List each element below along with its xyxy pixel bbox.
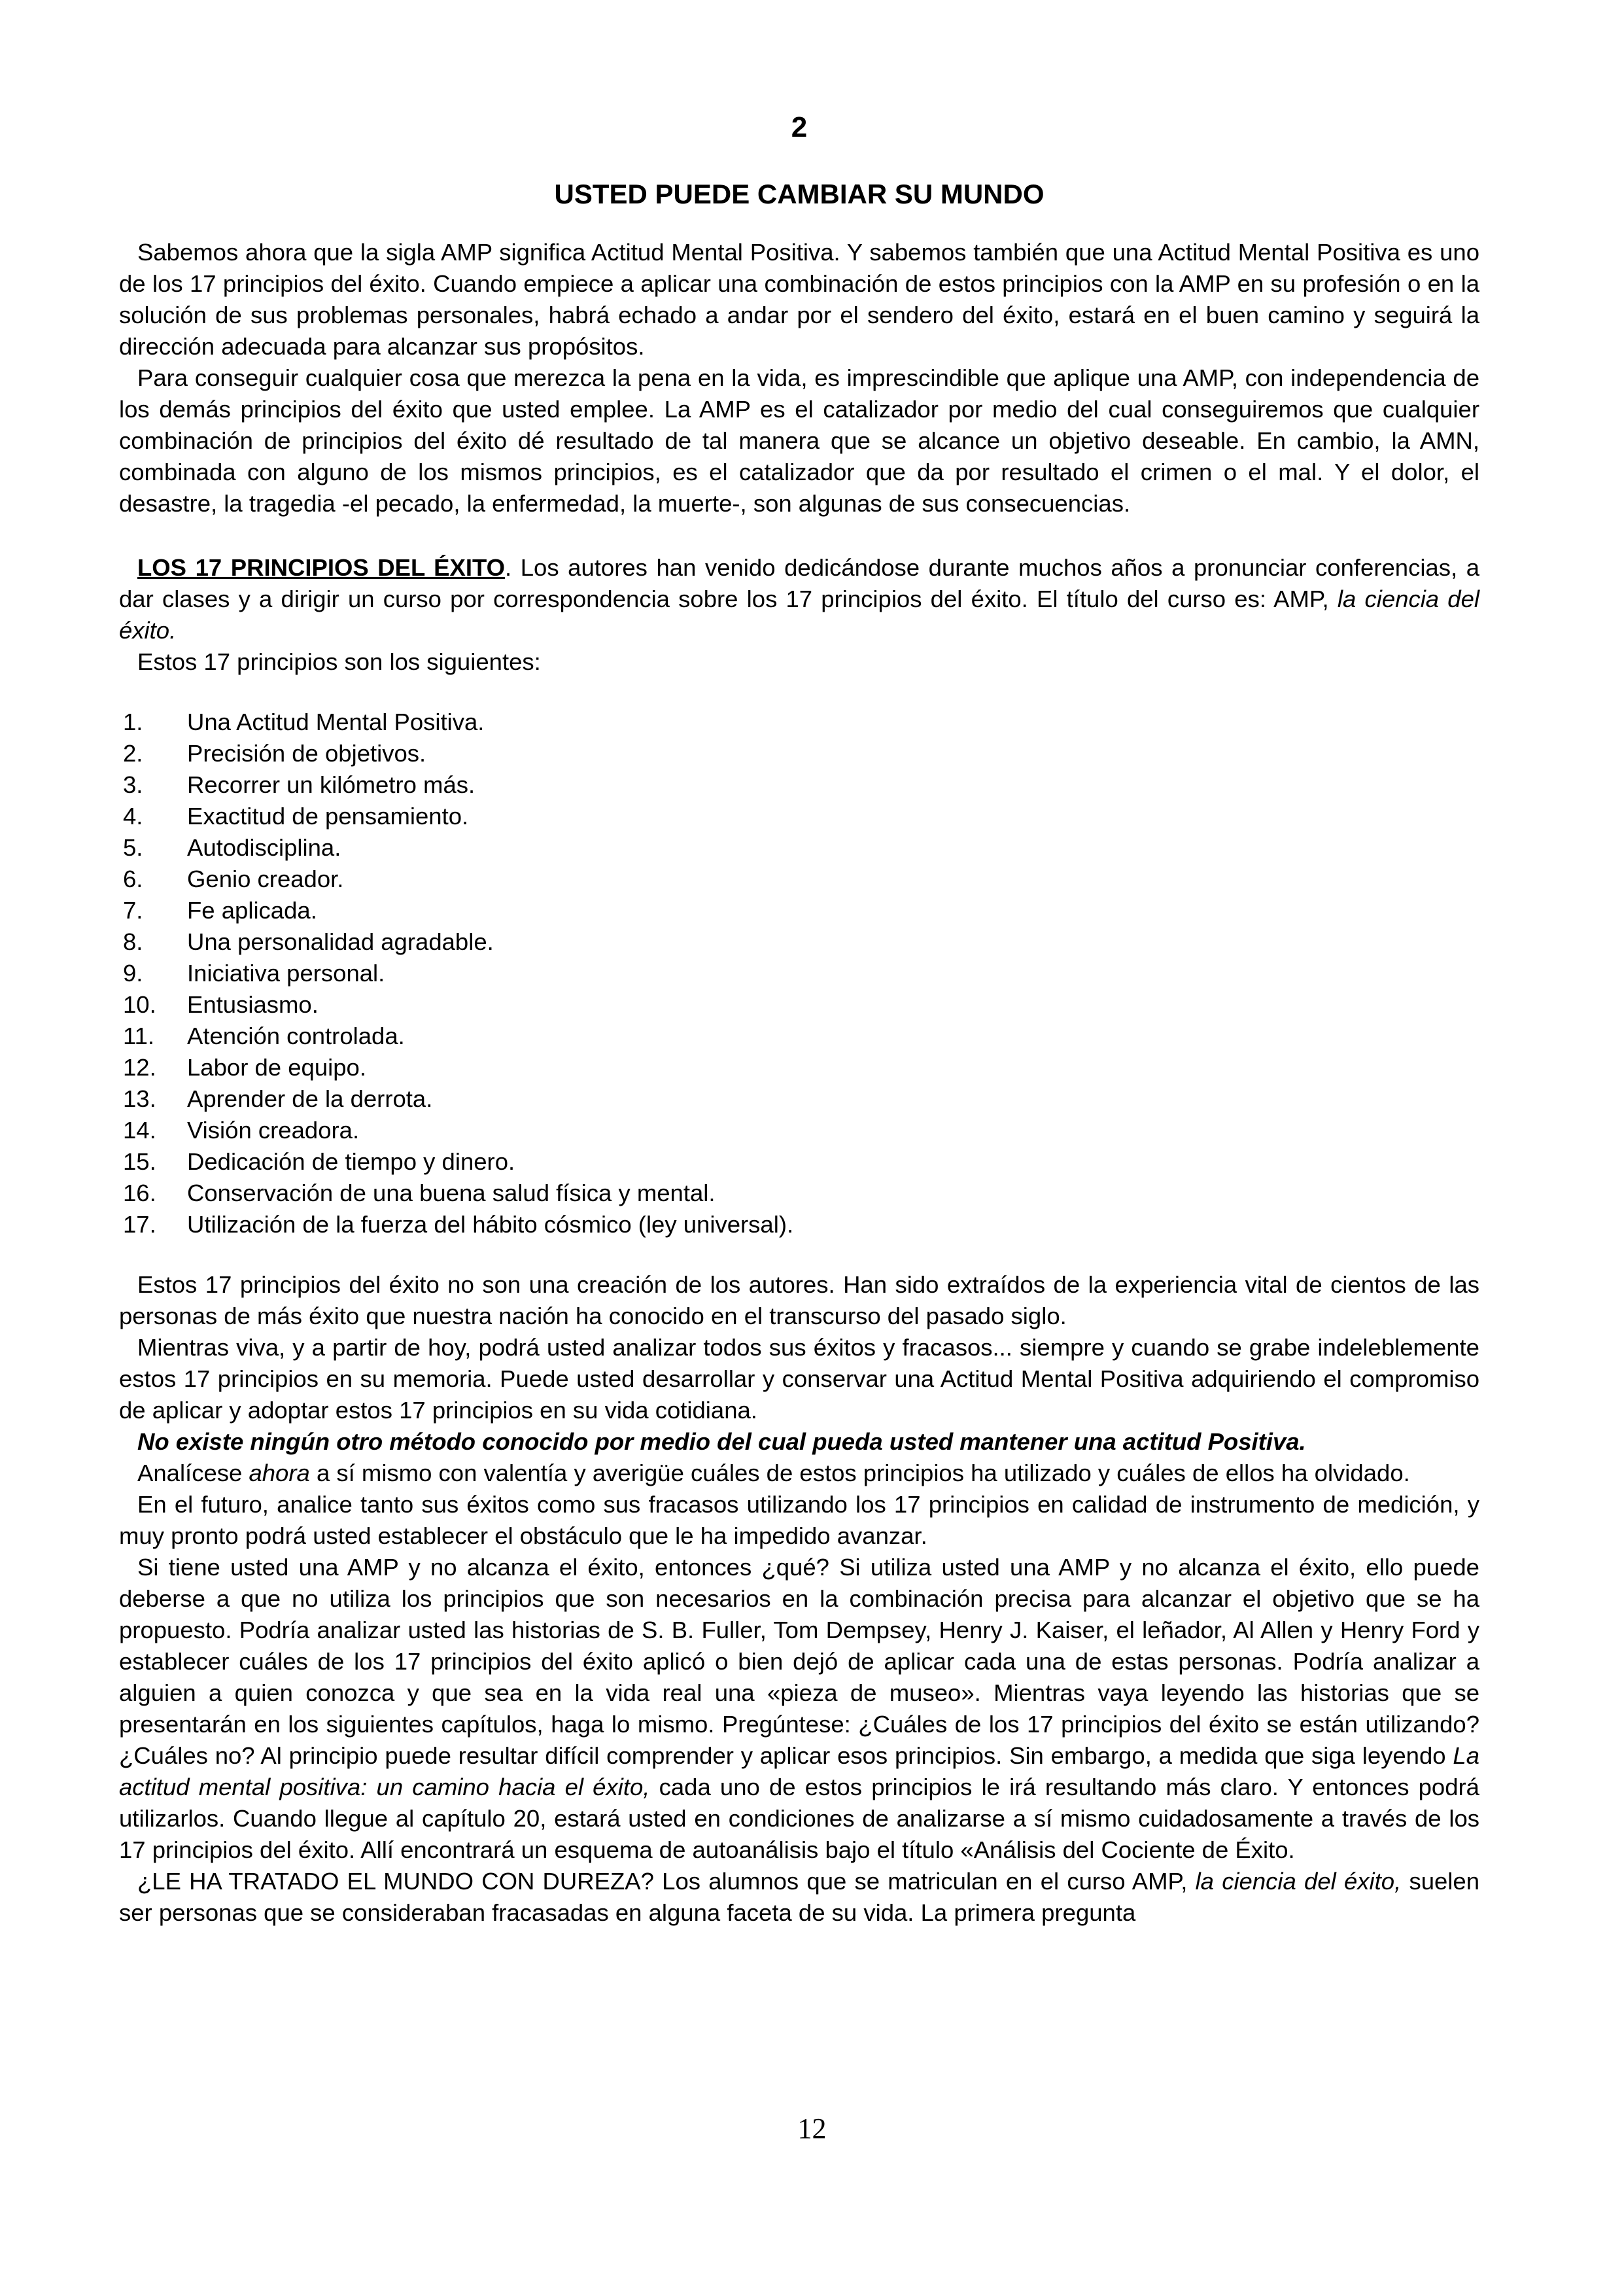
list-item-text: Iniciativa personal. bbox=[187, 960, 385, 987]
paragraph-intro: Sabemos ahora que la sigla AMP significa Actitud Mental Positiva. Y sabemos también que una Actitud Mental Positiva es uno de los 17 principios del éxito. Cuando empiece a aplicar una combinación de estos principios con la AMP en su profesión o en la solución de sus problemas personales, habrá echado a andar por el sendero del éxito, estará en el buen camino y seguirá la dirección adecuada para alcanzar sus propósitos. bbox=[119, 239, 1479, 360]
paragraph-principles-intro: LOS 17 PRINCIPIOS DEL ÉXITO. Los autores han venido dedicándose durante muchos años a pronunciar conferencias, a dar clases y a dirigir un curso por correspondencia sobre los 17 principios del éxito. El título del curso es: AMP, la ciencia del éxito. bbox=[119, 554, 1480, 644]
list-item bbox=[119, 1115, 1479, 1146]
list-item bbox=[119, 926, 1479, 958]
list-item-text: Genio creador. bbox=[187, 866, 344, 892]
list-item bbox=[119, 989, 1479, 1021]
paragraph-origin: Estos 17 principios del éxito no son una creación de los autores. Han sido extraídos de la experiencia vital de cientos de las personas de más éxito que nuestra nación ha conocido en el transcurso del pasado siglo. bbox=[119, 1271, 1479, 1329]
list-item-number: 8. bbox=[123, 928, 143, 955]
paragraph-list-intro: Estos 17 principios son los siguientes: bbox=[137, 648, 541, 675]
list-item-text: Fe aplicada. bbox=[187, 897, 317, 924]
list-item-number: 7. bbox=[123, 897, 143, 924]
paragraph-future: En el futuro, analice tanto sus éxitos como sus fracasos utilizando los 17 principios en calidad de instrumento de medición, y muy pronto podrá usted establecer el obstáculo que le ha impedido avanzar. bbox=[119, 1491, 1479, 1549]
list-item-text: Dedicación de tiempo y dinero. bbox=[187, 1148, 515, 1175]
paragraph-world: ¿LE HA TRATADO EL MUNDO CON DUREZA? Los alumnos que se matriculan en el curso AMP, la ciencia del éxito, suelen ser personas que se consideraban fracasadas en alguna faceta de su vida. La primera pregunta bbox=[119, 1868, 1479, 1926]
list-item-text: Autodisciplina. bbox=[187, 834, 341, 861]
list-item-text: Conservación de una buena salud física y mental. bbox=[187, 1180, 716, 1206]
list-item-text: Recorrer un kilómetro más. bbox=[187, 771, 475, 798]
list-item bbox=[119, 738, 1479, 769]
page-content bbox=[119, 111, 1479, 1929]
list-item bbox=[119, 958, 1479, 989]
list-item bbox=[119, 1052, 1479, 1083]
list-item-text: Una personalidad agradable. bbox=[187, 928, 494, 955]
list-item bbox=[119, 832, 1479, 864]
list-item bbox=[119, 1209, 1479, 1240]
list-item-number: 4. bbox=[123, 803, 143, 830]
list-item bbox=[119, 769, 1479, 801]
list-item-number: 1. bbox=[123, 709, 143, 735]
list-item-text: Precisión de objetivos. bbox=[187, 740, 426, 767]
paragraph-amp-success: Si tiene usted una AMP y no alcanza el éxito, entonces ¿qué? Si utiliza usted una AMP y no alcanza el éxito, ello puede deberse a que no utiliza los principios que son necesarios en la combinación precisa para alcanzar el objetivo que se ha propuesto. Podría analizar usted las historias de S. B. Fuller, Tom Dempsey, Henry J. Kaiser, el leñador, Al Allen y Henry Ford y establecer cuáles de los 17 principios del éxito aplicó o bien dejó de aplicar cada una de estas personas. Podría analizar a alguien a quien conozca y que sea en la vida real una «pieza de museo». Mientras vaya leyendo las historias que se presentarán en los siguientes capítulos, haga lo mismo. Pregúntese: ¿Cuáles de los 17 principios del éxito se están utilizando? ¿Cuáles no? Al principio puede resultar difícil comprender y aplicar esos principios. Sin embargo, a medida que siga leyendo La actitud mental positiva: un camino hacia el éxito, cada uno de estos principios le irá resultando más claro. Y entonces podrá utilizarlos. Cuando llegue al capítulo 20, estará usted en condiciones de analizarse a sí mismo cuidadosamente a través de los 17 principios del éxito. Allí encontrará un esquema de autoanálisis bajo el título «Análisis del Cociente de Éxito. bbox=[119, 1554, 1479, 1863]
list-item bbox=[119, 707, 1479, 738]
list-item bbox=[119, 1146, 1479, 1178]
chapter-title: USTED PUEDE CAMBIAR SU MUNDO bbox=[554, 179, 1045, 209]
section-heading: LOS 17 PRINCIPIOS DEL ÉXITO bbox=[137, 554, 506, 581]
list-item-number: 6. bbox=[123, 866, 143, 892]
list-item-text: Visión creadora. bbox=[187, 1117, 360, 1144]
list-item-number: 17. bbox=[123, 1211, 156, 1238]
list-item-number: 2. bbox=[123, 740, 143, 767]
chapter-number: 2 bbox=[791, 111, 808, 143]
list-item-number: 5. bbox=[123, 834, 143, 861]
list-item bbox=[119, 895, 1479, 926]
list-item bbox=[119, 801, 1479, 832]
list-item-text: Entusiasmo. bbox=[187, 991, 319, 1018]
list-item bbox=[119, 1178, 1479, 1209]
list-item-text: Utilización de la fuerza del hábito cósmico (ley universal). bbox=[187, 1211, 794, 1238]
list-item-number: 14. bbox=[123, 1117, 156, 1144]
paragraph-memory: Mientras viva, y a partir de hoy, podrá usted analizar todos sus éxitos y fracasos... siempre y cuando se grabe indeleblemente estos 17 principios en su memoria. Puede usted desarrollar y conservar una Actitud Mental Positiva adquiriendo el compromiso de aplicar y adoptar estos 17 principios en su vida cotidiana. bbox=[119, 1334, 1479, 1424]
list-item bbox=[119, 1021, 1479, 1052]
list-item-number: 13. bbox=[123, 1085, 156, 1112]
list-item-text: Labor de equipo. bbox=[187, 1054, 366, 1081]
paragraph-amp: Para conseguir cualquier cosa que merezca la pena en la vida, es imprescindible que aplique una AMP, con independencia de los demás principios del éxito que usted emplee. La AMP es el catalizador por medio del cual conseguiremos que cualquier combinación de principios del éxito dé resultado de tal manera que se alcance un objetivo deseable. En cambio, la AMN, combinada con alguno de los mismos principios, es el catalizador que da por resultado el crimen o el mal. Y el dolor, el desastre, la tragedia -el pecado, la enfermedad, la muerte-, son algunas de sus consecuencias. bbox=[119, 364, 1479, 517]
list-item-text: Aprender de la derrota. bbox=[187, 1085, 433, 1112]
list-item-number: 16. bbox=[123, 1180, 156, 1206]
paragraph-analyze: Analícese ahora a sí mismo con valentía y averigüe cuáles de estos principios ha utilizado y cuáles de ellos ha olvidado. bbox=[137, 1460, 1410, 1486]
paragraph-emphasis: No existe ningún otro método conocido por medio del cual pueda usted mantener una actitud Positiva. bbox=[137, 1428, 1306, 1455]
list-item-text: Una Actitud Mental Positiva. bbox=[187, 709, 485, 735]
list-item-number: 15. bbox=[123, 1148, 156, 1175]
list-item-text: Exactitud de pensamiento. bbox=[187, 803, 469, 830]
page-number: 12 bbox=[797, 2112, 827, 2145]
list-item-number: 12. bbox=[123, 1054, 156, 1081]
list-item-number: 11. bbox=[123, 1023, 155, 1049]
list-item-text: Atención controlada. bbox=[187, 1023, 405, 1049]
list-item-number: 10. bbox=[123, 991, 156, 1018]
list-item-number: 3. bbox=[123, 771, 143, 798]
principles-list bbox=[119, 707, 1479, 1240]
list-item bbox=[119, 864, 1479, 895]
list-item bbox=[119, 1083, 1479, 1115]
list-item-number: 9. bbox=[123, 960, 143, 987]
